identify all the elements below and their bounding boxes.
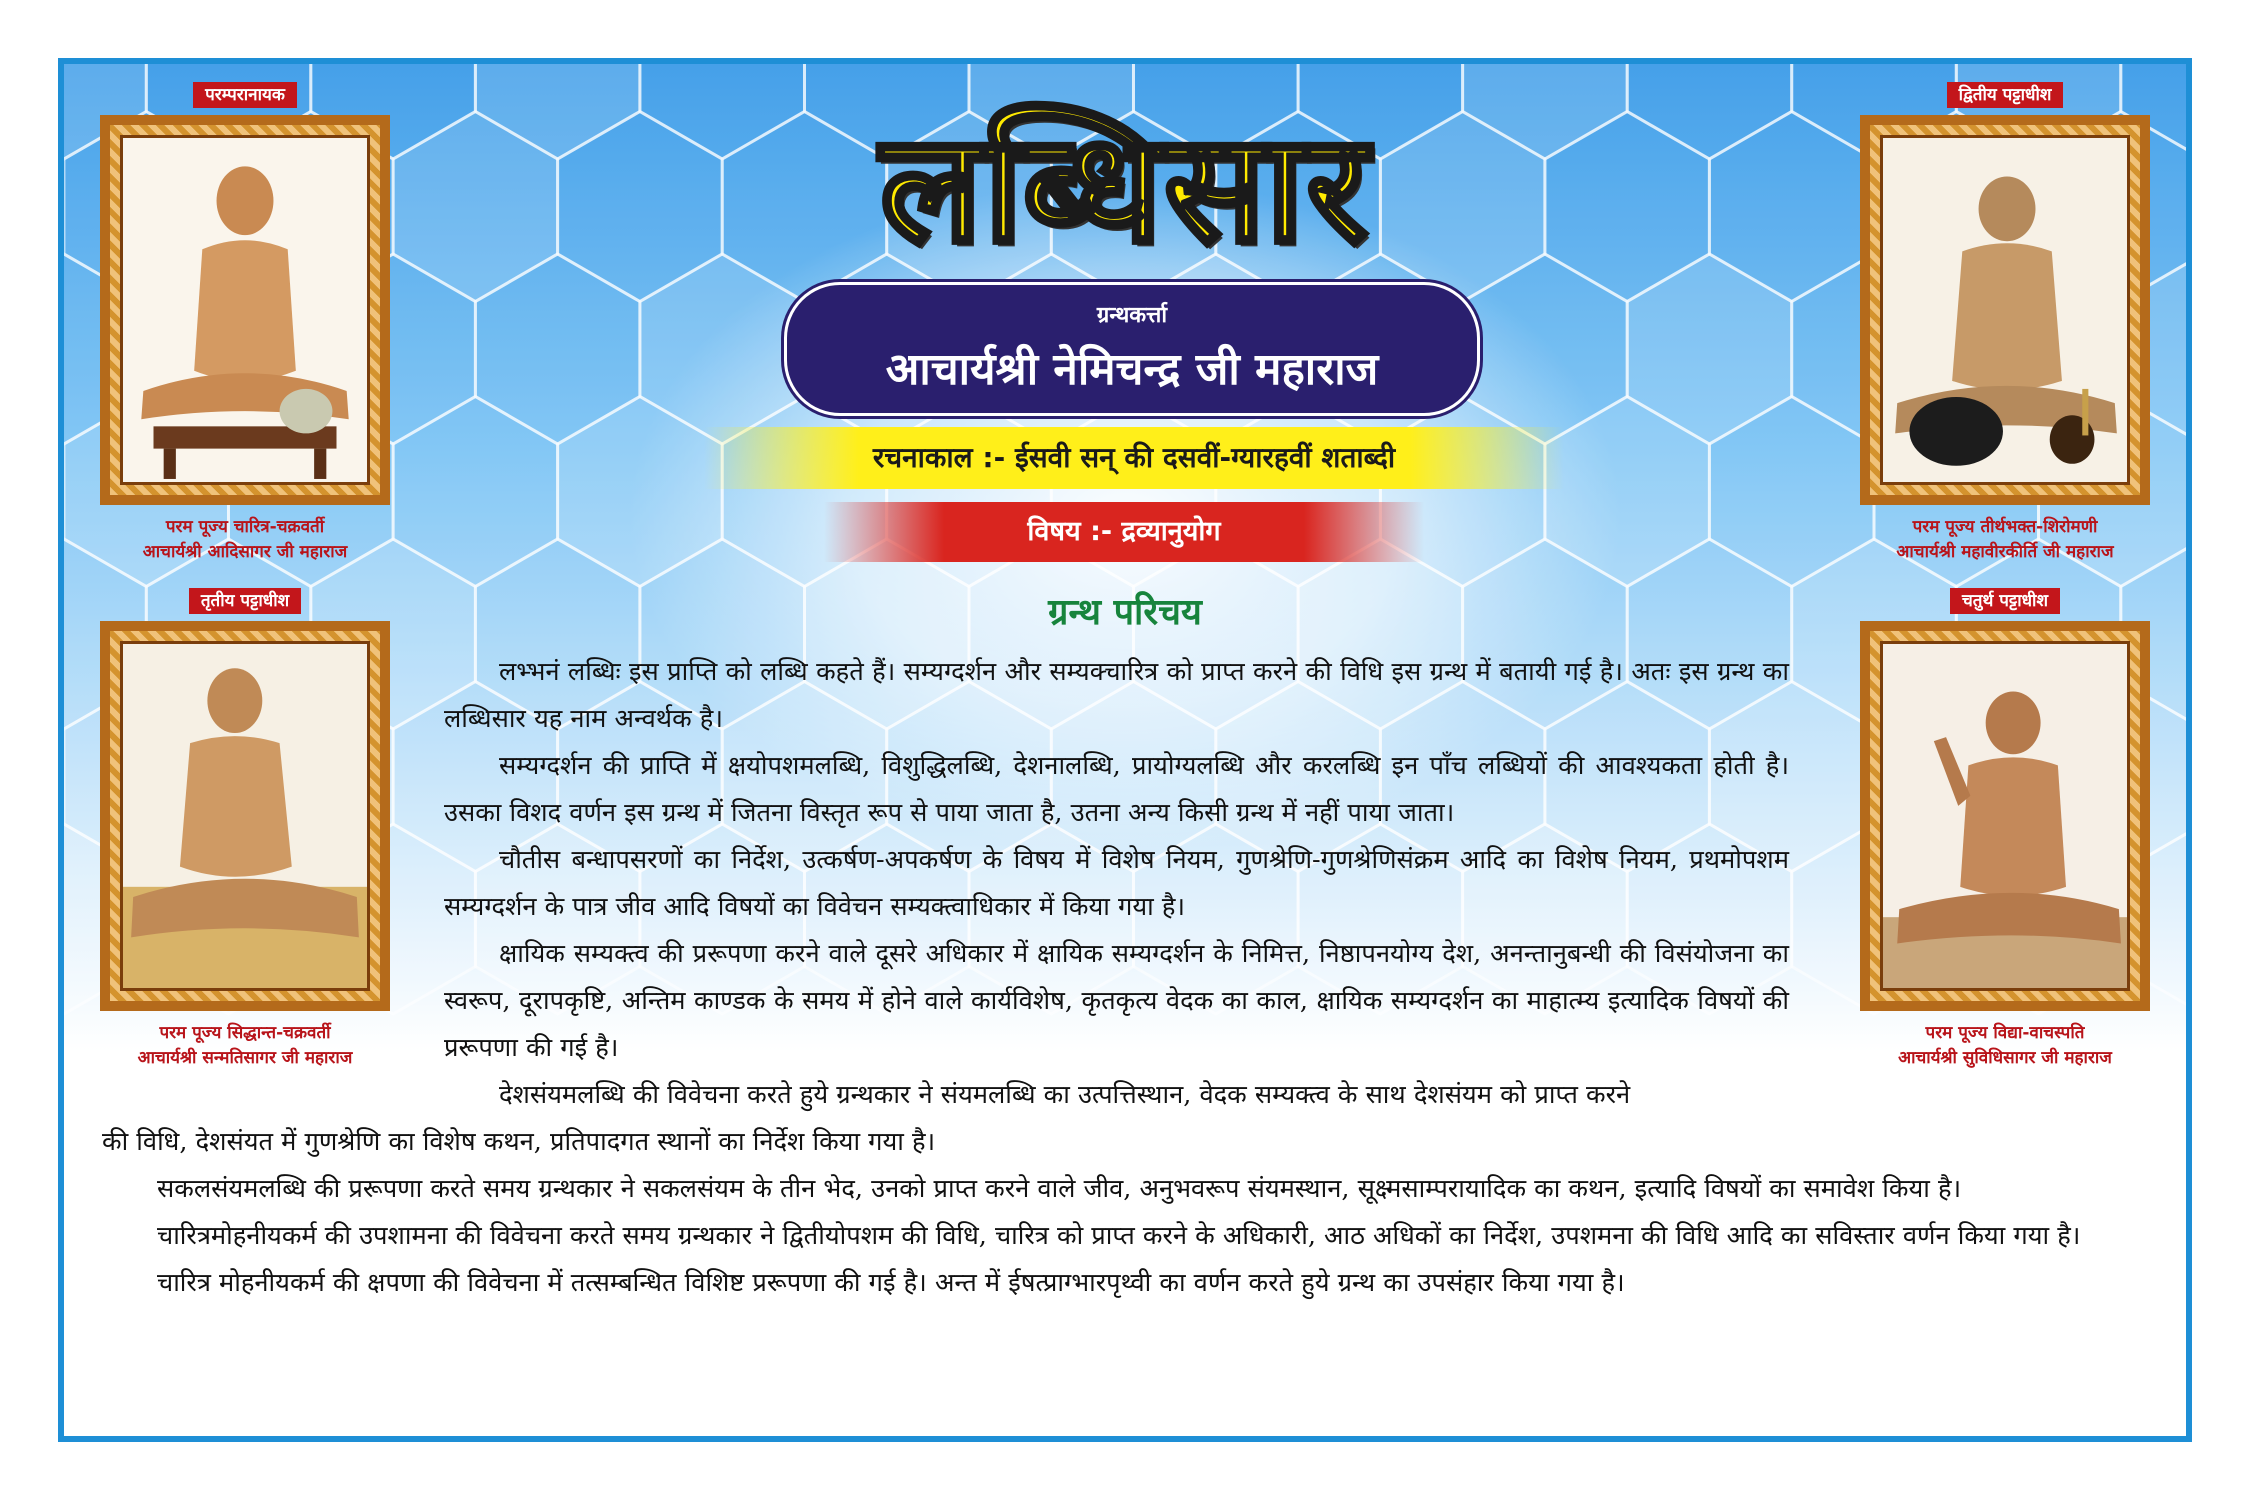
subject-banner: विषय :- द्रव्यानुयोग (824, 502, 1424, 562)
paragraph-2: सम्यग्दर्शन की प्राप्ति में क्षयोपशमलब्धि, विशुद्धिलब्धि, देशनालब्धि, प्रायोग्यलब्धि और करलब्धि इन पाँच लब्धियों की आवश्यकता होती है। उसका विशद वर्णन इस ग्रन्थ में जितना विस्तृत रूप से पाया जाता है, उतना अन्य किसी ग्रन्थ में नहीं पाया जाता। (444, 751, 1789, 828)
portrait-rank-label: तृतीय पट्टाधीश (189, 588, 301, 614)
portrait-caption-name: आचार्यश्री आदिसागर जी महाराज (142, 541, 348, 562)
portrait-rank-label: चतुर्थ पट्टाधीश (1950, 588, 2060, 614)
author-label: ग्रन्थकर्त्ता (1096, 303, 1168, 328)
portrait-caption-name: आचार्यश्री सन्मतिसागर जी महाराज (137, 1047, 353, 1068)
portrait-caption-title: परम पूज्य सिद्धान्त-चक्रवर्ती (159, 1023, 331, 1043)
author-name: आचार्यश्री नेमिचन्द्र जी महाराज (885, 344, 1379, 395)
paragraph-7: चारित्रमोहनीयकर्म की उपशामना की विवेचना करते समय ग्रन्थकार ने द्वितीयोपशम की विधि, चारित्र को प्राप्त करने के अधिकारी, आठ अधिकों का निर्देश, उपशमना की विधि आदि का सविस्तार वर्णन किया गया है। (157, 1221, 2081, 1251)
paragraph-1: लभ्भनं लब्धिः इस प्राप्ति को लब्धि कहते हैं। सम्यग्दर्शन और सम्यक्चारित्र को प्राप्त करने की विधि इस ग्रन्थ में बतायी गई है। अतः इस ग्रन्थ का लब्धिसार यह नाम अन्वर्थक है। (444, 657, 1789, 734)
paragraph-3: चौतीस बन्धापसरणों का निर्देश, उत्कर्षण-अपकर्षण के विषय में विशेष नियम, गुणश्रेणि-गुणश्रेणिसंक्रम आदि का विशेष नियम, प्रथमोपशम सम्यग्दर्शन के पात्र जीव आदि विषयों का विवेचन सम्यक्त्वाधिकार में किया गया है। (444, 845, 1789, 922)
poster-frame (58, 58, 2192, 1442)
paragraph-8: चारित्र मोहनीयकर्म की क्षपणा की विवेचना में तत्सम्बन्धित विशिष्ट प्ररूपणा की गई है। अन्त में ईषत्प्राग्भारपृथ्वी का वर्णन करते हुये ग्रन्थ का उपसंहार किया गया है। (157, 1268, 1625, 1298)
composition-period: रचनाकाल :- ईसवी सन् की दसवीं-ग्यारहवीं शताब्दी (704, 427, 1564, 489)
intro-heading: ग्रन्थ परिचय (1048, 592, 1202, 633)
portrait-caption-title: परम पूज्य विद्या-वाचस्पति (1925, 1023, 2085, 1043)
portrait-rank-label: द्वितीय पट्टाधीश (1947, 82, 2064, 108)
paragraph-4: क्षायिक सम्यक्त्व की प्ररूपणा करने वाले दूसरे अधिकार में क्षायिक सम्यग्दर्शन के निमित्त, निष्ठापनयोग्य देश, अनन्तानुबन्धी की विसंयोजना का स्वरूप, दूरापकृष्टि, अन्तिम काण्डक के समय में होने वाले कार्यविशेष, कृतकृत्य वेदक का काल, क्षायिक सम्यग्दर्शन का माहात्म्य इत्यादिक विषयों की प्ररूपणा की गई है। (444, 939, 1789, 1063)
paragraph-5-line-1: देशसंयमलब्धि की विवेचना करते हुये ग्रन्थकार ने संयमलब्धि का उत्पत्तिस्थान, वेदक सम्यक्त्व के साथ देशसंयम को प्राप्त करने (499, 1080, 1631, 1110)
seated-monk-image (123, 138, 367, 482)
portrait-caption-title: परम पूज्य चारित्र-चक्रवर्ती (165, 517, 325, 537)
seated-monk-image (1883, 138, 2127, 482)
portrait-caption-name: आचार्यश्री सुविधिसागर जी महाराज (1898, 1047, 2112, 1068)
portrait-top-right (1860, 82, 2150, 564)
portrait-rank-label: परम्परानायक (193, 82, 297, 108)
portrait-caption-name: आचार्यश्री महावीरकीर्ति जी महाराज (1896, 541, 2114, 562)
portrait-frame (1860, 115, 2150, 505)
paragraph-6: सकलसंयमलब्धि की प्ररूपणा करते समय ग्रन्थकार ने सकलसंयम के तीन भेद, उनको प्राप्त करने वाले जीव, अनुभवरूप संयमस्थान, सूक्ष्मसाम्परायादिक का कथन, इत्यादि विषयों का समावेश किया है। (157, 1174, 1962, 1204)
portrait-frame (100, 115, 390, 505)
author-banner (784, 282, 1480, 416)
paragraph-5-line-2: की विधि, देशसंयत में गुणश्रेणि का विशेष कथन, प्रतिपादगत स्थानों का निर्देश किया गया है। (102, 1127, 936, 1157)
intro-body (64, 649, 2186, 1429)
portrait-caption-title: परम पूज्य तीर्थभक्त-शिरोमणी (1912, 517, 2098, 537)
portrait-top-left (100, 82, 390, 564)
book-title: लब्धिसार (880, 102, 1370, 276)
